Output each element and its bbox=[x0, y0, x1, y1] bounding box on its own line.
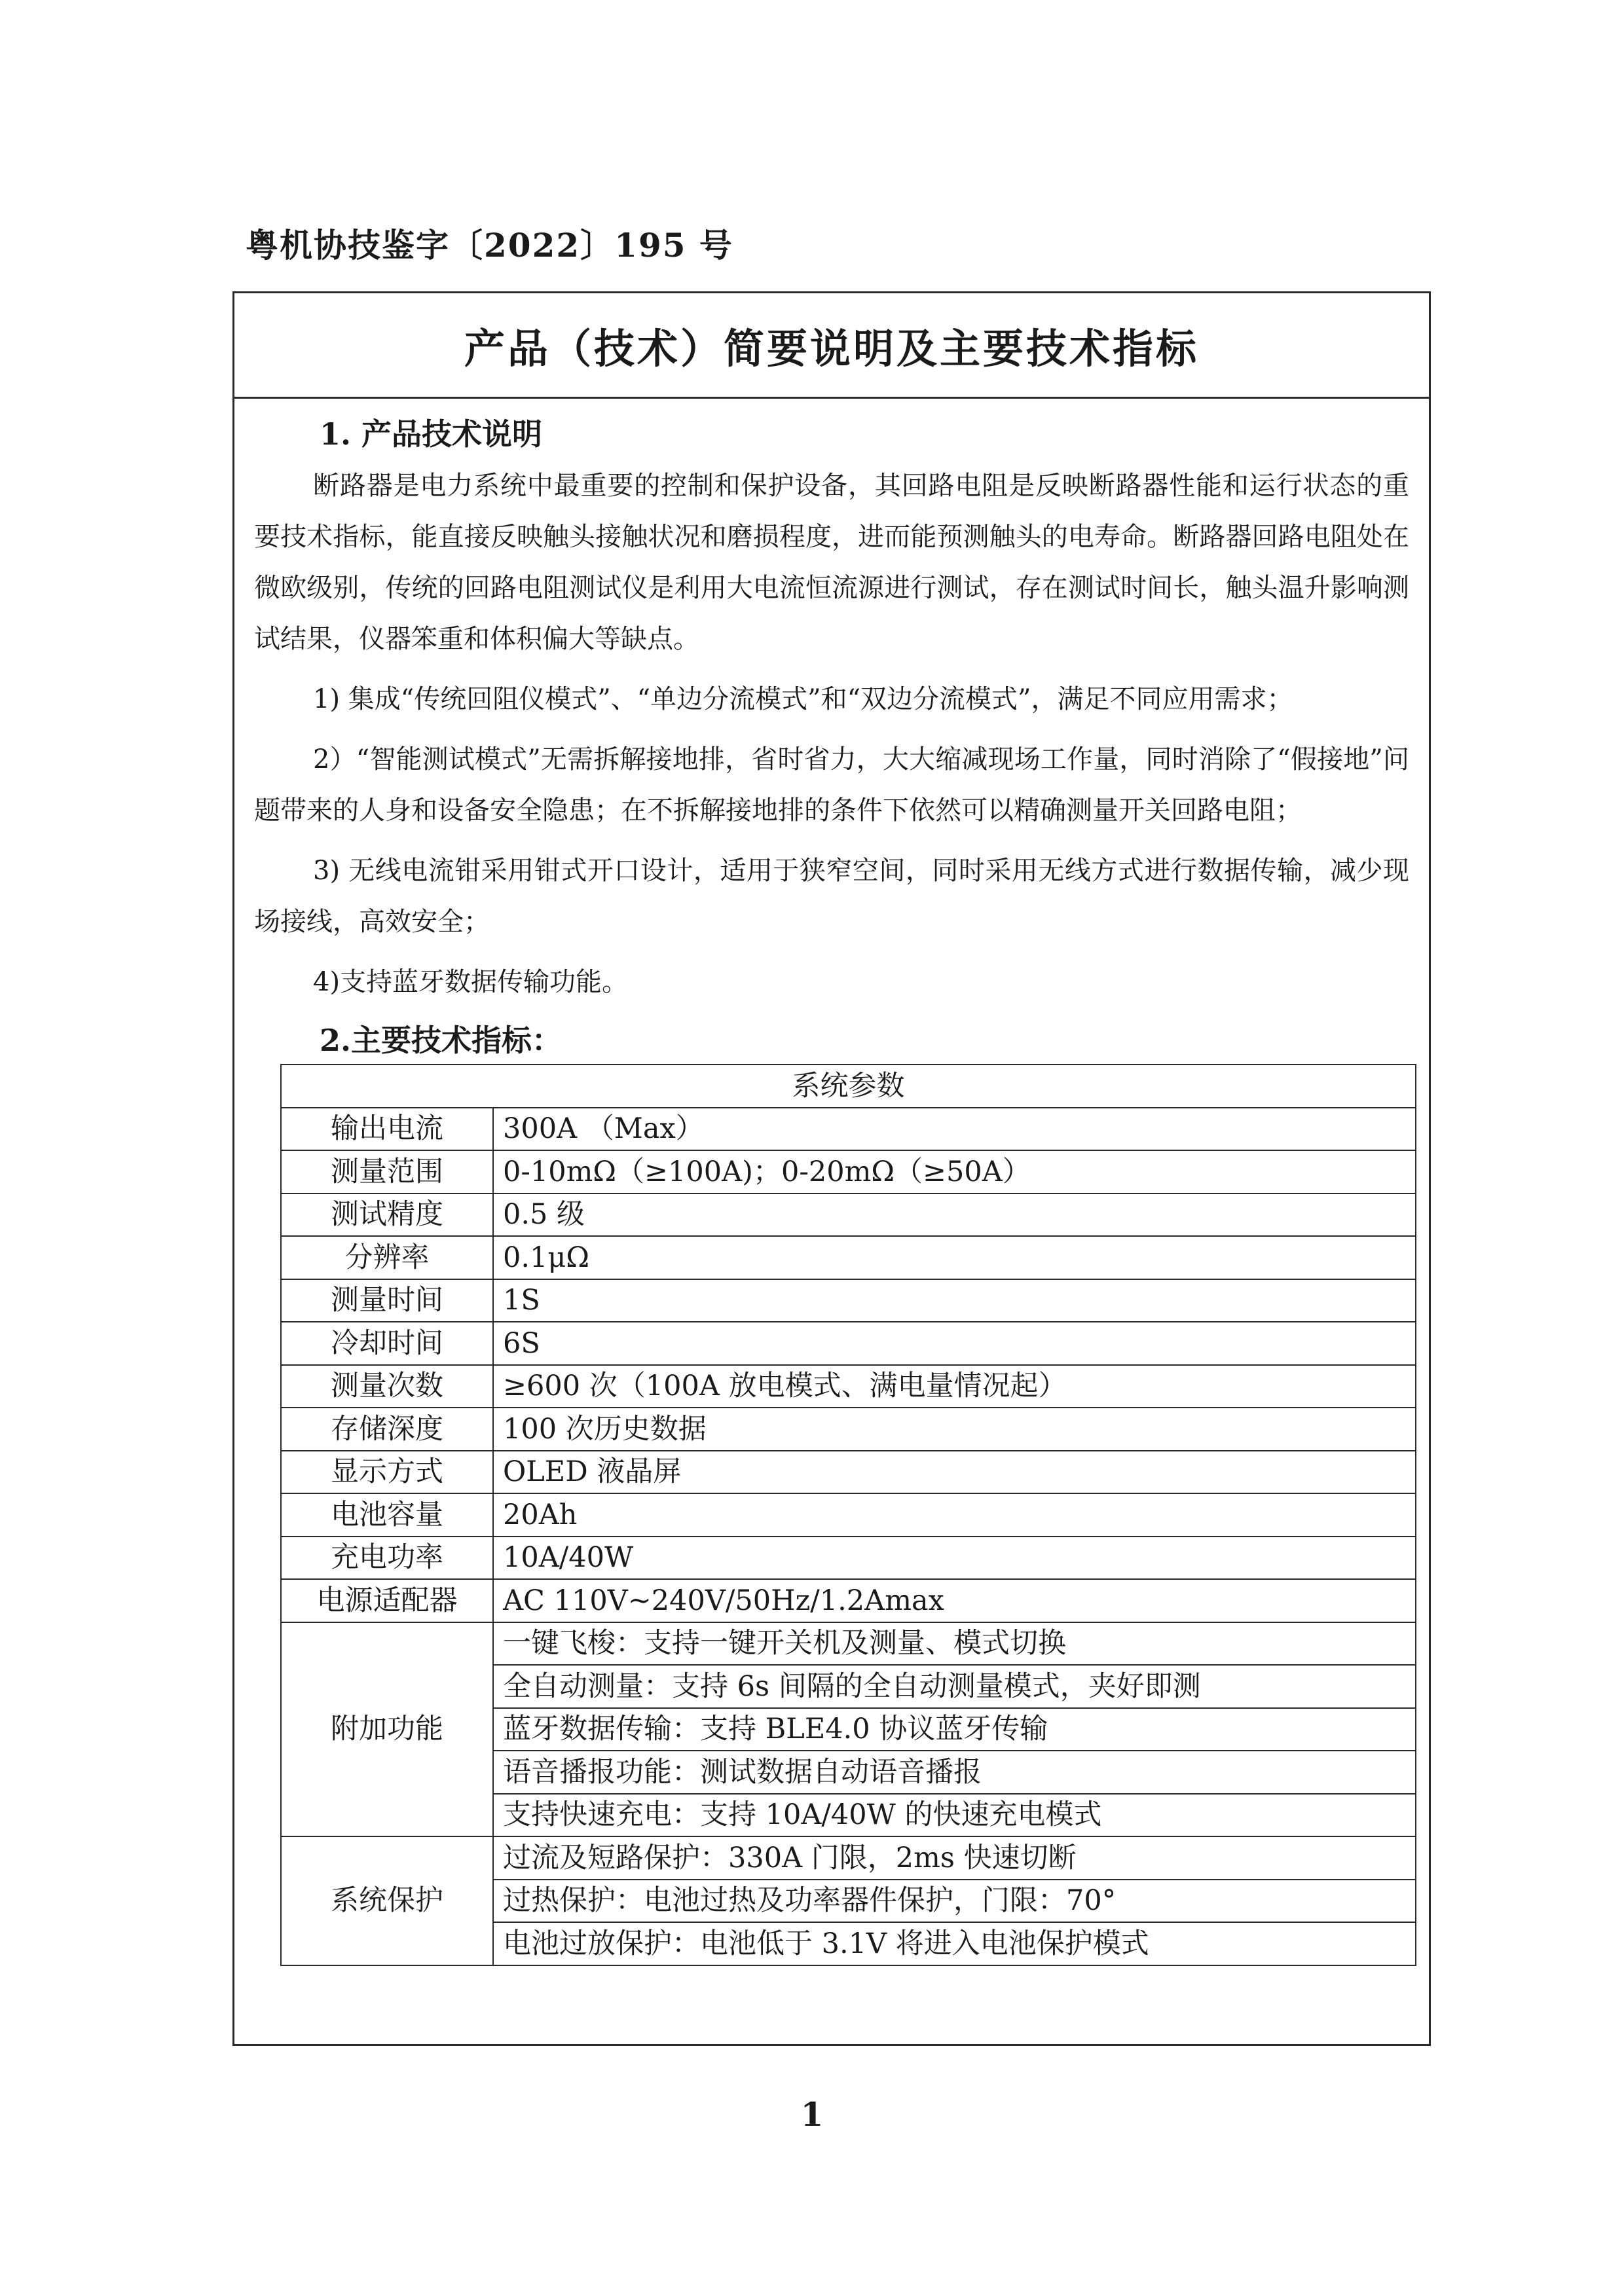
feature-item-1: 1) 集成“传统回阻仪模式”、“单边分流模式”和“双边分流模式”，满足不同应用需求； bbox=[313, 684, 1293, 714]
group-item: 语音播报功能：测试数据自动语音播报 bbox=[493, 1751, 1416, 1794]
table-header: 系统参数 bbox=[281, 1065, 1416, 1108]
param-name: 冷却时间 bbox=[281, 1322, 493, 1365]
page-number: 1 bbox=[800, 2095, 824, 2134]
section2-heading: 2.主要技术指标： bbox=[320, 1023, 563, 1058]
param-name: 存储深度 bbox=[281, 1408, 493, 1451]
param-value: ≥600 次（100A 放电模式、满电量情况起） bbox=[493, 1365, 1416, 1408]
table-row bbox=[281, 1408, 1416, 1451]
document-frame bbox=[232, 291, 1431, 2046]
table-row bbox=[281, 1108, 1416, 1151]
group-item: 电池过放保护：电池低于 3.1V 将进入电池保护模式 bbox=[493, 1922, 1416, 1965]
param-name: 输出电流 bbox=[281, 1108, 493, 1151]
group-item: 过热保护：电池过热及功率器件保护，门限：70° bbox=[493, 1880, 1416, 1923]
group-name: 附加功能 bbox=[281, 1622, 493, 1837]
param-value: 300A （Max） bbox=[493, 1108, 1416, 1151]
table-row bbox=[281, 1365, 1416, 1408]
table-row bbox=[281, 1322, 1416, 1365]
table-row bbox=[281, 1836, 1416, 1880]
table-row bbox=[281, 1194, 1416, 1237]
group-item: 过流及短路保护：330A 门限，2ms 快速切断 bbox=[493, 1836, 1416, 1880]
content-area bbox=[234, 408, 1429, 1966]
feature-item-4: 4)支持蓝牙数据传输功能。 bbox=[313, 967, 629, 997]
table-row bbox=[281, 1236, 1416, 1279]
param-name: 显示方式 bbox=[281, 1451, 493, 1494]
page-title: 产品（技术）简要说明及主要技术指标 bbox=[234, 293, 1429, 399]
group-item: 全自动测量：支持 6s 间隔的全自动测量模式，夹好即测 bbox=[493, 1665, 1416, 1708]
table-row bbox=[281, 1451, 1416, 1494]
param-value: 1S bbox=[493, 1279, 1416, 1322]
param-name: 测量时间 bbox=[281, 1279, 493, 1322]
param-name: 分辨率 bbox=[281, 1236, 493, 1279]
section1-heading: 1. 产品技术说明 bbox=[320, 416, 543, 452]
param-name: 电源适配器 bbox=[281, 1579, 493, 1622]
section1-intro: 断路器是电力系统中最重要的控制和保护设备，其回路电阻是反映断路器性能和运行状态的重要技术指标，能直接反映触头接触状况和磨损程度，进而能预测触头的电寿命。断路器回路电阻处在微欧级别，传统的回路电阻测试仪是利用大电流恒流源进行测试，存在测试时间长，触头温升影响测试结果，仪器笨重和体积偏大等缺点。 bbox=[254, 471, 1409, 654]
param-value: 10A/40W bbox=[493, 1537, 1416, 1580]
table-row bbox=[281, 1537, 1416, 1580]
table-row bbox=[281, 1622, 1416, 1666]
group-item: 蓝牙数据传输：支持 BLE4.0 协议蓝牙传输 bbox=[493, 1708, 1416, 1751]
param-name: 测量次数 bbox=[281, 1365, 493, 1408]
param-name: 测量范围 bbox=[281, 1150, 493, 1194]
table-header-row bbox=[281, 1065, 1416, 1108]
spec-table bbox=[280, 1064, 1416, 1966]
table-row bbox=[281, 1150, 1416, 1194]
feature-item-2: 2）“智能测试模式”无需拆解接地排，省时省力，大大缩减现场工作量，同时消除了“假接地”问题带来的人身和设备安全隐患；在不拆解接地排的条件下依然可以精确测量开关回路电阻； bbox=[254, 744, 1409, 826]
param-value: 20Ah bbox=[493, 1493, 1416, 1537]
param-name: 测试精度 bbox=[281, 1194, 493, 1237]
param-value: 6S bbox=[493, 1322, 1416, 1365]
param-value: AC 110V~240V/50Hz/1.2Amax bbox=[493, 1579, 1416, 1622]
param-value: OLED 液晶屏 bbox=[493, 1451, 1416, 1494]
param-name: 充电功率 bbox=[281, 1537, 493, 1580]
param-value: 100 次历史数据 bbox=[493, 1408, 1416, 1451]
document-number: 粤机协技鉴字〔2022〕195 号 bbox=[246, 226, 733, 264]
group-name: 系统保护 bbox=[281, 1836, 493, 1965]
group-item: 一键飞梭：支持一键开关机及测量、模式切换 bbox=[493, 1622, 1416, 1666]
param-value: 0-10mΩ（≥100A)；0-20mΩ（≥50A） bbox=[493, 1150, 1416, 1194]
param-value: 0.5 级 bbox=[493, 1194, 1416, 1237]
table-row bbox=[281, 1279, 1416, 1322]
group-item: 支持快速充电：支持 10A/40W 的快速充电模式 bbox=[493, 1794, 1416, 1837]
param-name: 电池容量 bbox=[281, 1493, 493, 1537]
param-value: 0.1μΩ bbox=[493, 1236, 1416, 1279]
table-row bbox=[281, 1493, 1416, 1537]
table-row bbox=[281, 1579, 1416, 1622]
feature-item-3: 3) 无线电流钳采用钳式开口设计，适用于狭窄空间，同时采用无线方式进行数据传输，减少现场接线，高效安全； bbox=[254, 856, 1409, 937]
